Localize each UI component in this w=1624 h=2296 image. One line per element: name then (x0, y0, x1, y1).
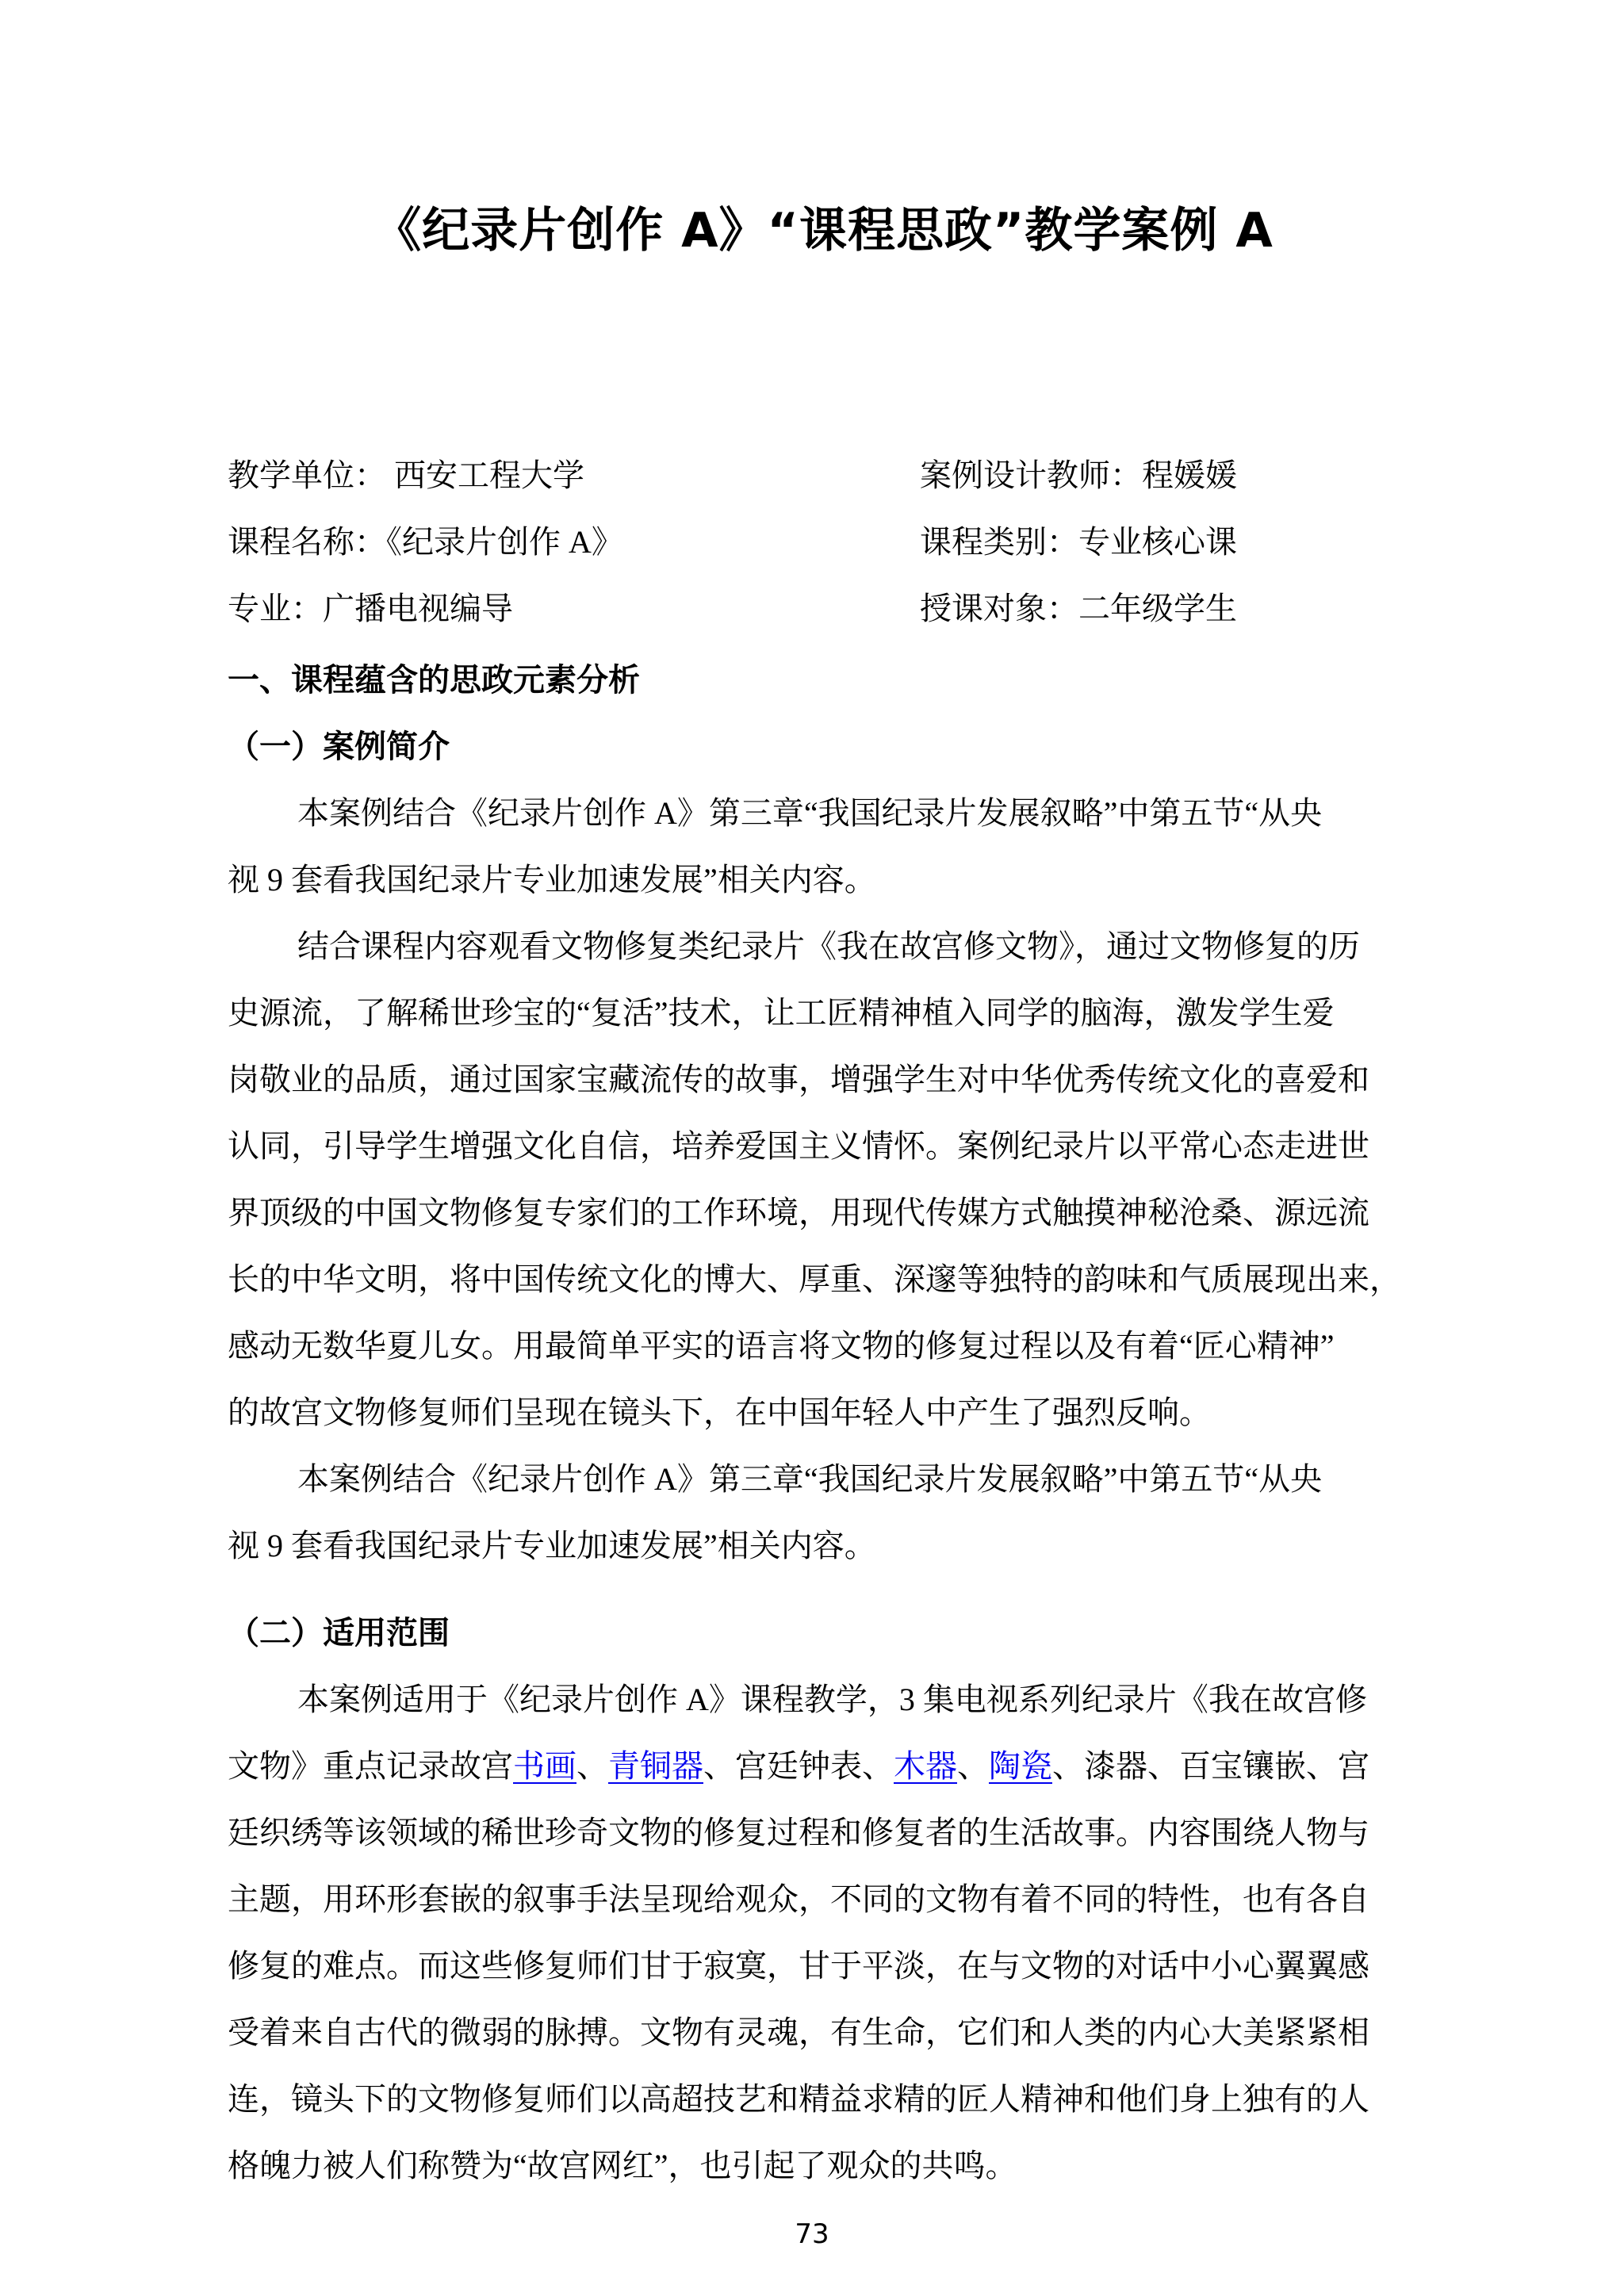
section-heading: 一、课程蕴含的思政元素分析 (228, 662, 640, 698)
body-line: 认同，引导学生增强文化自信，培养爱国主义情怀。案例纪录片以平常心态走进世 (228, 1128, 1369, 1164)
body-line: 廷织绣等该领域的稀世珍奇文物的修复过程和修复者的生活故事。内容围绕人物与 (228, 1815, 1369, 1850)
body-line: 视 9 套看我国纪录片专业加速发展”相关内容。 (228, 862, 876, 897)
body-line: 本案例结合《纪录片创作 A》第三章“我国纪录片发展叙略”中第五节“从央 (297, 1461, 1323, 1497)
document-body (228, 647, 1419, 2199)
paragraph (228, 913, 1419, 1446)
hyperlink[interactable]: 青铜器 (608, 1748, 703, 1784)
hyperlink[interactable]: 木器 (894, 1748, 957, 1784)
meta-row (228, 509, 1419, 576)
body-line: 主题，用环形套嵌的叙事手法呈现给观众，不同的文物有着不同的特性，也有各自 (228, 1881, 1369, 1917)
page-content (228, 0, 1419, 2199)
body-line: 结合课程内容观看文物修复类纪录片《我在故宫修文物》，通过文物修复的历 (297, 928, 1360, 964)
body-line: 连，镜头下的文物修复师们以高超技艺和精益求精的匠人精神和他们身上独有的人 (228, 2081, 1369, 2117)
page-number: 73 (795, 2218, 829, 2250)
hyperlink[interactable]: 书画 (513, 1748, 576, 1784)
body-line: 界顶级的中国文物修复专家们的工作环境，用现代传媒方式触摸神秘沧桑、源远流 (228, 1195, 1369, 1230)
subsection-heading: （一）案例简介 (228, 729, 450, 764)
paragraph (228, 780, 1419, 913)
body-line: 受着来自古代的微弱的脉搏。文物有灵魂，有生命，它们和人类的内心大美紧紧相 (228, 2015, 1369, 2050)
body-line: 文物》重点记录故宫书画、青铜器、宫廷钟表、木器、陶瓷、漆器、百宝镶嵌、宫 (228, 1748, 1369, 1784)
body-line: 岗敬业的品质，通过国家宝藏流传的故事，增强学生对中华优秀传统文化的喜爱和 (228, 1062, 1369, 1097)
paragraph (228, 1446, 1419, 1579)
meta-field-left: 教学单位： 西安工程大学 (228, 457, 584, 493)
body-line: 本案例结合《纪录片创作 A》第三章“我国纪录片发展叙略”中第五节“从央 (297, 795, 1323, 831)
meta-field-left: 专业：广播电视编导 (228, 591, 513, 626)
meta-field-right: 课程类别：专业核心课 (920, 524, 1237, 560)
body-line: 格魄力被人们称赞为“故宫网红”，也引起了观众的共鸣。 (228, 2148, 1017, 2183)
body-line: 史源流，了解稀世珍宝的“复活”技术，让工匠精神植入同学的脑海，激发学生爱 (228, 995, 1335, 1031)
meta-field-right: 授课对象：二年级学生 (920, 591, 1237, 626)
body-line: 修复的难点。而这些修复师们甘于寂寞，甘于平淡，在与文物的对话中小心翼翼感 (228, 1948, 1369, 1984)
body-line: 感动无数华夏儿女。用最简单平实的语言将文物的修复过程以及有着“匠心精神” (228, 1328, 1335, 1364)
meta-row (228, 442, 1419, 509)
meta-row (228, 576, 1419, 642)
subsection-heading: （二）适用范围 (228, 1615, 450, 1651)
body-line: 视 9 套看我国纪录片专业加速发展”相关内容。 (228, 1528, 876, 1563)
course-meta-block (228, 442, 1419, 642)
hyperlink[interactable]: 陶瓷 (989, 1748, 1052, 1784)
paragraph (228, 1667, 1419, 2199)
meta-field-left: 课程名称：《纪录片创作 A》 (228, 524, 623, 560)
body-line: 的故宫文物修复师们呈现在镜头下，在中国年轻人中产生了强烈反响。 (228, 1395, 1211, 1430)
document-title: 《纪录片创作 A》“课程思政”教学案例 A (373, 203, 1274, 258)
meta-field-right: 案例设计教师：程媛媛 (920, 457, 1237, 493)
body-line: 本案例适用于《纪录片创作 A》课程教学，3 集电视系列纪录片《我在故宫修 (297, 1682, 1367, 1717)
body-line: 长的中华文明，将中国传统文化的博大、厚重、深邃等独特的韵味和气质展现出来， (228, 1261, 1401, 1297)
